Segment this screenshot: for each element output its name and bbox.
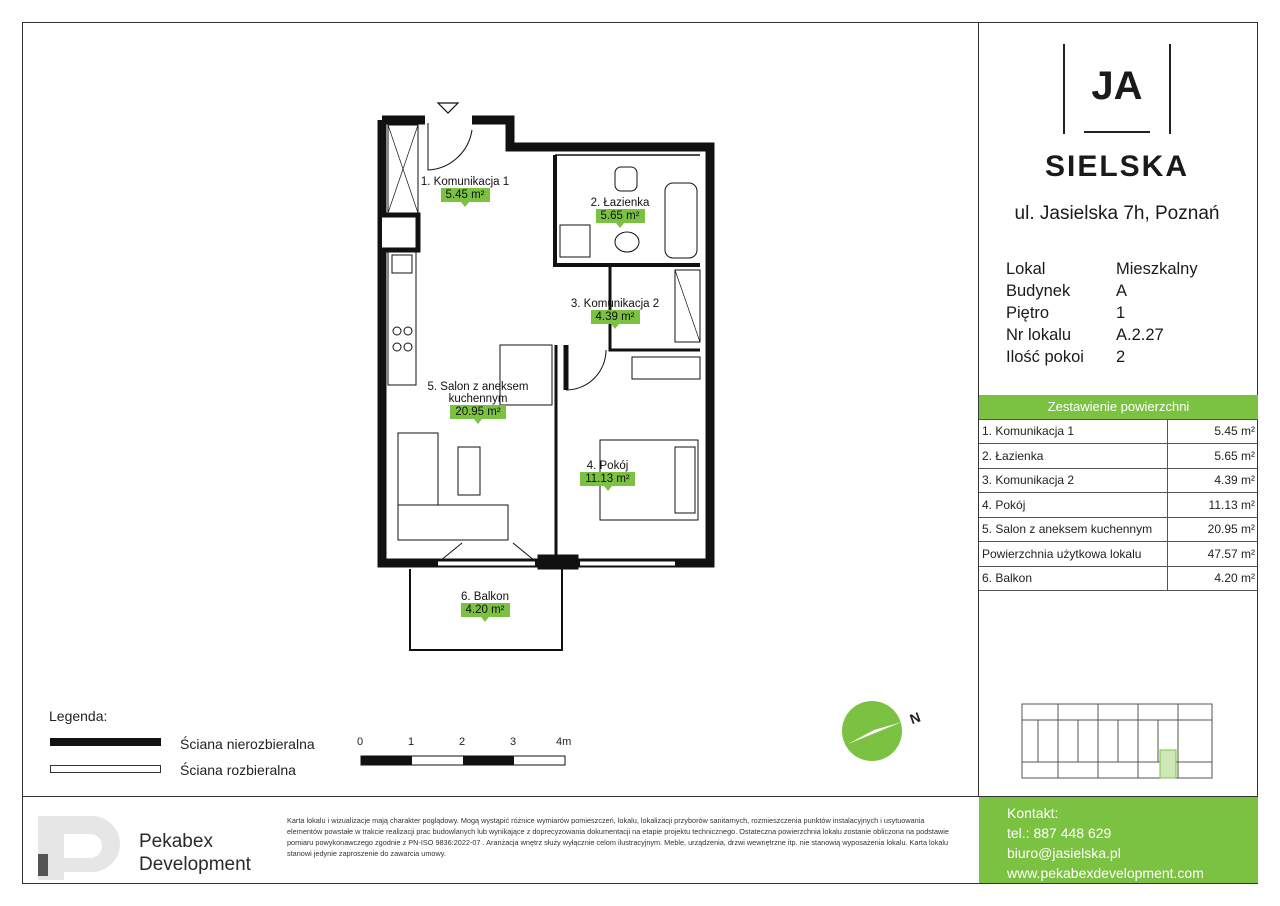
scale-label: 1 [408,736,415,748]
area-badge: 4.39 m² [591,310,640,324]
scale-label: 2 [459,736,466,748]
legend-title: Legenda: [49,708,108,724]
compass-label: N [907,708,923,728]
room-label: 2. Łazienka 5.65 m² [590,197,650,222]
area-badge: 20.95 m² [450,405,505,419]
table-row: 4. Pokój 11.13 m² [979,493,1258,518]
area-summary-table [979,395,1258,591]
contact-panel [979,797,1258,883]
table-title: Zestawienie powierzchni [979,395,1258,419]
logo-mark: JA [1091,64,1143,108]
legend-label-removable: Ściana rozbieralna [180,762,296,778]
scale-bar [360,755,566,767]
room-label: 4. Pokój 11.13 m² [560,460,655,486]
unit-info [1006,258,1198,368]
contact-email[interactable]: biuro@jasielska.pl [1007,845,1121,861]
room-label: 1. Komunikacja 1 5.45 m² [420,176,510,201]
info-row: Budynek A [1006,282,1128,300]
scale-label: 3 [510,736,517,748]
table-row: 5. Salon z aneksem kuchennym 20.95 m² [979,517,1258,542]
room-label: 3. Komunikacja 2 4.39 m² [570,298,660,323]
scale-label: 4m [556,736,572,748]
brand-logo [1062,44,1172,134]
contact-title: Kontakt: [1007,805,1059,821]
disclaimer-text: Karta lokalu i wizualizacje mają charakter poglądowy. Mogą wystąpić różnice wymiarów pomieszczeń, lokalu, lokalizacji przyborów sanitarnych, rozmieszczenia punktów instalacyjnych i usytuowania elementów powstałe w trakcie realizacji prac budowlanych lub wynikające z doprecyzowania dokumentacji na etapie projektu technicznego. Ostateczna powierzchnia lokalu zostanie obliczona na podstawie pomiaru powykonawczego zgodnie z PN-ISO 9836:2022-07 . Aranżacja wnętrz służy wyłącznie celom ilustracyjnym. Meble, urządzenia, drzwi wewnętrzne itp. nie stanowią wyposażenia lokalu. Karta lokalu stanowi jedynie zaproszenie do zawarcia umowy. [287,816,949,858]
brand-name: SIELSKA [1044,150,1190,183]
table-row: 6. Balkon 4.20 m² [979,566,1258,591]
building-keyplan [1018,700,1218,782]
table-row: Powierzchnia użytkowa lokalu 47.57 m² [979,542,1258,567]
info-row: Lokal Mieszkalny [1006,260,1198,278]
area-badge: 4.20 m² [461,603,510,617]
table-row: 1. Komunikacja 1 5.45 m² [979,419,1258,444]
legend-label-load-bearing: Ściana nierozbieralna [180,736,315,752]
contact-web[interactable]: www.pekabexdevelopment.com [1007,865,1204,881]
room-label: 6. Balkon 4.20 m² [461,591,509,616]
info-row: Piętro 1 [1006,304,1126,322]
area-badge: 5.45 m² [441,188,490,202]
area-badge: 5.65 m² [596,209,645,223]
info-row: Nr lokalu A.2.27 [1006,326,1164,344]
table-row: 2. Łazienka 5.65 m² [979,444,1258,469]
address: ul. Jasielska 7h, Poznań [1014,203,1220,224]
info-row: Ilość pokoi 2 [1006,348,1126,366]
contact-phone[interactable]: tel.: 887 448 629 [1007,825,1112,841]
legend-swatch-removable [50,765,161,773]
developer-logo-icon [34,810,130,882]
entrance-marker [438,103,458,113]
scale-label: 0 [357,736,364,748]
developer-name: Pekabex Development [139,831,251,875]
area-badge: 11.13 m² [580,472,635,486]
table-row: 3. Komunikacja 2 4.39 m² [979,468,1258,493]
room-label: 5. Salon z aneksem kuchennym 20.95 m² [427,381,529,418]
legend-swatch-load-bearing [50,738,161,746]
